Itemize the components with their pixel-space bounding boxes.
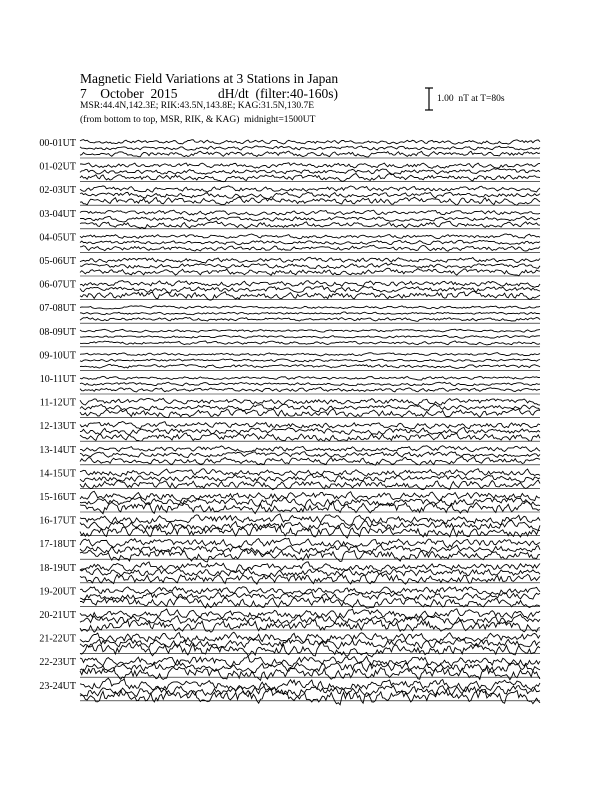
hour-row-label: 01-02UT bbox=[39, 161, 76, 173]
trace-kag bbox=[80, 562, 540, 573]
hour-row-label: 12-13UT bbox=[39, 421, 76, 433]
station-order-note: (from bottom to top, MSR, RIK, & KAG) midnight=1500UT bbox=[80, 115, 316, 125]
trace-rik bbox=[80, 192, 540, 198]
trace-msr bbox=[80, 151, 540, 157]
trace-kag bbox=[80, 186, 540, 192]
hour-row-label: 10-11UT bbox=[39, 374, 76, 385]
hour-row-label: 11-12UT bbox=[39, 397, 76, 409]
hour-rows bbox=[39, 138, 540, 705]
trace-kag bbox=[80, 210, 540, 215]
trace-rik bbox=[80, 217, 540, 222]
trace-rik bbox=[80, 427, 540, 435]
trace-kag bbox=[80, 353, 540, 356]
trace-kag bbox=[80, 281, 540, 288]
trace-msr bbox=[80, 268, 540, 276]
hour-row-label: 23-24UT bbox=[39, 680, 76, 692]
trace-rik bbox=[80, 146, 540, 150]
trace-msr bbox=[80, 387, 540, 392]
trace-msr bbox=[80, 549, 540, 562]
trace-rik bbox=[80, 568, 540, 576]
trace-rik bbox=[80, 545, 540, 555]
hour-row-label: 02-03UT bbox=[39, 185, 76, 197]
trace-msr bbox=[80, 221, 540, 228]
trace-rik bbox=[80, 263, 540, 269]
trace-kag bbox=[80, 140, 540, 145]
trace-rik bbox=[80, 382, 540, 386]
trace-kag bbox=[80, 398, 540, 405]
trace-rik bbox=[80, 404, 540, 411]
trace-rik bbox=[80, 312, 540, 315]
hour-row-label: 22-23UT bbox=[39, 657, 76, 669]
hour-row-label: 07-08UT bbox=[39, 303, 76, 315]
scale-bar-label: 1.00 nT at T=80s bbox=[437, 94, 505, 104]
hour-row-label: 00-01UT bbox=[39, 138, 76, 149]
trace-kag bbox=[80, 306, 540, 309]
hour-row-label: 03-04UT bbox=[39, 208, 76, 220]
chart-title: Magnetic Field Variations at 3 Stations in Japan bbox=[80, 71, 339, 86]
hour-row-label: 18-19UT bbox=[39, 562, 76, 574]
trace-rik bbox=[80, 169, 540, 175]
trace-msr bbox=[80, 245, 540, 251]
trace-msr bbox=[80, 317, 540, 321]
trace-msr bbox=[80, 642, 540, 657]
trace-kag bbox=[80, 632, 540, 643]
trace-msr bbox=[80, 197, 540, 205]
trace-kag bbox=[80, 163, 540, 169]
trace-kag bbox=[80, 446, 540, 453]
station-coordinates: MSR:44.4N,142.3E; RIK:43.5N,143.8E; KAG:31.5N,130.7E bbox=[80, 101, 315, 111]
trace-kag bbox=[80, 538, 540, 547]
trace-rik bbox=[80, 474, 540, 482]
trace-msr bbox=[80, 341, 540, 345]
trace-rik bbox=[80, 336, 540, 339]
hour-row-label: 05-06UT bbox=[39, 256, 76, 267]
hour-row-label: 16-17UT bbox=[39, 515, 76, 527]
trace-msr bbox=[80, 291, 540, 300]
hour-row-label: 20-21UT bbox=[39, 610, 76, 621]
chart-date-and-filter: 7 October 2015 dH/dt (filter:40-160s) bbox=[80, 86, 338, 101]
trace-msr bbox=[80, 174, 540, 182]
hour-row-label: 14-15UT bbox=[39, 468, 76, 480]
hour-row-label: 04-05UT bbox=[39, 232, 76, 244]
trace-rik bbox=[80, 359, 540, 362]
trace-kag bbox=[80, 422, 540, 430]
trace-msr bbox=[80, 620, 540, 633]
trace-rik bbox=[80, 639, 540, 649]
hour-row-label: 15-16UT bbox=[39, 492, 76, 503]
hour-row-label: 13-14UT bbox=[39, 444, 76, 456]
trace-kag bbox=[80, 329, 540, 332]
hour-row-label: 09-10UT bbox=[39, 350, 76, 362]
trace-msr bbox=[80, 457, 540, 466]
trace-rik bbox=[80, 686, 540, 697]
trace-rik bbox=[80, 592, 540, 601]
hour-row-label: 21-22UT bbox=[39, 633, 76, 645]
trace-kag bbox=[80, 234, 540, 239]
trace-rik bbox=[80, 240, 540, 245]
hour-row-label: 19-20UT bbox=[39, 586, 76, 598]
hour-row-label: 08-09UT bbox=[39, 326, 76, 338]
trace-rik bbox=[80, 452, 540, 458]
trace-kag bbox=[80, 257, 540, 263]
trace-kag bbox=[80, 376, 540, 380]
trace-msr bbox=[80, 689, 540, 705]
trace-msr bbox=[80, 433, 540, 441]
hour-row-label: 06-07UT bbox=[39, 279, 76, 291]
hour-row-label: 17-18UT bbox=[39, 539, 76, 551]
trace-msr bbox=[80, 667, 540, 680]
trace-msr bbox=[80, 364, 540, 368]
